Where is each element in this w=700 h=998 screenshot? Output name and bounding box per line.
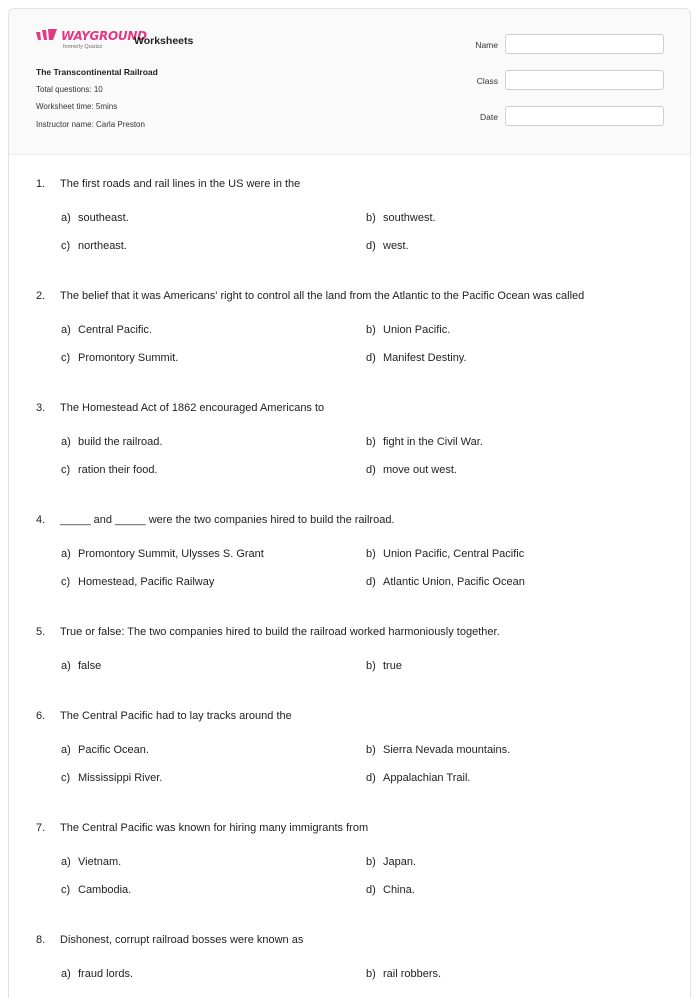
question-5-option-a[interactable] [61,660,101,672]
option-letter: c) [61,352,71,364]
option-text: Mississippi River. [78,772,163,784]
question-4-option-d[interactable] [366,576,525,588]
question-text: _____ and _____ were the two companies hired to build the railroad. [60,514,395,526]
option-letter: a) [61,744,71,756]
question-5 [36,626,500,638]
question-text: The Central Pacific was known for hiring many immigrants from [60,822,369,834]
option-text: ration their food. [78,464,158,476]
option-text: fraud lords. [78,968,134,980]
option-letter: b) [366,660,376,672]
option-text: Promontory Summit. [78,352,179,364]
option-text: Union Pacific. [383,324,451,336]
option-text: China. [383,884,415,896]
question-number: 4. [36,514,46,526]
option-text: Atlantic Union, Pacific Ocean [383,576,525,588]
option-letter: b) [366,548,376,560]
option-text: Cambodia. [78,884,132,896]
option-text: false [78,660,102,672]
option-text: Union Pacific, Central Pacific [383,548,525,560]
question-number: 6. [36,710,46,722]
question-text: True or false: The two companies hired to build the railroad worked harmoniously together. [60,626,500,638]
question-5-option-b[interactable] [366,660,402,672]
option-letter: d) [366,884,376,896]
option-letter: a) [61,548,71,560]
date-field[interactable] [505,106,664,126]
option-text: west. [383,240,409,252]
question-6-option-b[interactable] [366,744,510,756]
logo-text: WAYGROUND [61,29,147,43]
question-3-option-a[interactable] [61,436,162,448]
question-1 [36,178,300,190]
option-letter: d) [366,352,376,364]
question-2-option-a[interactable] [61,324,152,336]
question-6-option-c[interactable] [61,772,162,784]
question-1-option-c[interactable] [61,240,127,252]
option-letter: b) [366,212,376,224]
question-8 [36,934,303,946]
worksheet-page [8,8,691,998]
question-3 [36,402,324,414]
question-4-option-a[interactable] [61,548,264,560]
question-2 [36,290,584,302]
brand-title: Worksheets [134,35,194,47]
option-text: Central Pacific. [78,324,152,336]
question-2-option-b[interactable] [366,324,450,336]
question-2-option-d[interactable] [366,352,467,364]
option-text: Promontory Summit, Ulysses S. Grant [78,548,264,560]
question-number: 1. [36,178,46,190]
worksheet-title: The Transcontinental Railroad [36,67,158,77]
question-1-option-b[interactable] [366,212,436,224]
question-1-option-a[interactable] [61,212,129,224]
class-label: Class [476,76,498,86]
question-4 [36,514,395,526]
option-text: move out west. [383,464,457,476]
option-text: Appalachian Trail. [383,772,471,784]
question-8-option-b[interactable] [366,968,441,980]
question-1-option-d[interactable] [366,240,409,252]
question-8-option-a[interactable] [61,968,133,980]
question-6 [36,710,292,722]
option-letter: b) [366,436,376,448]
option-letter: b) [366,856,376,868]
class-field[interactable] [505,70,664,90]
worksheet-header [9,9,690,155]
question-4-option-b[interactable] [366,548,524,560]
option-text: fight in the Civil War. [383,436,483,448]
option-letter: d) [366,464,376,476]
option-text: northeast. [78,240,127,252]
option-text: Manifest Destiny. [383,352,467,364]
question-text: The Homestead Act of 1862 encouraged Americans to [60,402,325,414]
option-letter: a) [61,324,71,336]
question-text: The belief that it was Americans' right to control all the land from the Atlantic to the Pacific Ocean was called [60,290,585,302]
instructor-name: Instructor name: Carla Preston [36,120,145,129]
option-text: Pacific Ocean. [78,744,149,756]
question-6-option-a[interactable] [61,744,149,756]
name-field[interactable] [505,34,664,54]
option-letter: d) [366,772,376,784]
logo-subtitle: formerly Quizizz [63,44,103,50]
option-letter: c) [61,464,71,476]
option-letter: b) [366,968,376,980]
question-text: Dishonest, corrupt railroad bosses were known as [60,934,304,946]
question-4-option-c[interactable] [61,576,214,588]
option-text: Homestead, Pacific Railway [78,576,215,588]
option-text: rail robbers. [383,968,442,980]
question-number: 8. [36,934,46,946]
option-letter: c) [61,576,71,588]
option-text: Vietnam. [78,856,122,868]
question-3-option-c[interactable] [61,464,158,476]
option-letter: a) [61,660,71,672]
option-letter: a) [61,436,71,448]
question-number: 3. [36,402,46,414]
question-3-option-b[interactable] [366,436,483,448]
worksheet-time: Worksheet time: 5mins [36,102,118,111]
question-2-option-c[interactable] [61,352,178,364]
question-7-option-c[interactable] [61,884,131,896]
question-7 [36,822,368,834]
question-number: 7. [36,822,46,834]
option-letter: b) [366,324,376,336]
option-letter: c) [61,884,71,896]
question-7-option-a[interactable] [61,856,121,868]
option-text: Sierra Nevada mountains. [383,744,511,756]
name-label: Name [475,40,498,50]
option-letter: d) [366,240,376,252]
option-letter: a) [61,968,71,980]
option-text: true [383,660,402,672]
brand-logo [36,29,147,50]
option-text: Japan. [383,856,417,868]
question-text: The first roads and rail lines in the US were in the [60,178,301,190]
option-text: build the railroad. [78,436,163,448]
total-questions: Total questions: 10 [36,85,103,94]
option-letter: a) [61,212,71,224]
option-text: southwest. [383,212,436,224]
option-letter: c) [61,240,71,252]
question-7-option-d[interactable] [366,884,415,896]
option-text: southeast. [78,212,129,224]
question-3-option-d[interactable] [366,464,457,476]
option-letter: d) [366,576,376,588]
question-6-option-d[interactable] [366,772,470,784]
wayground-logo-icon [36,29,58,43]
option-letter: c) [61,772,71,784]
question-text: The Central Pacific had to lay tracks around the [60,710,292,722]
date-label: Date [480,112,498,122]
option-letter: a) [61,856,71,868]
question-7-option-b[interactable] [366,856,416,868]
option-letter: b) [366,744,376,756]
question-number: 5. [36,626,46,638]
question-number: 2. [36,290,46,302]
